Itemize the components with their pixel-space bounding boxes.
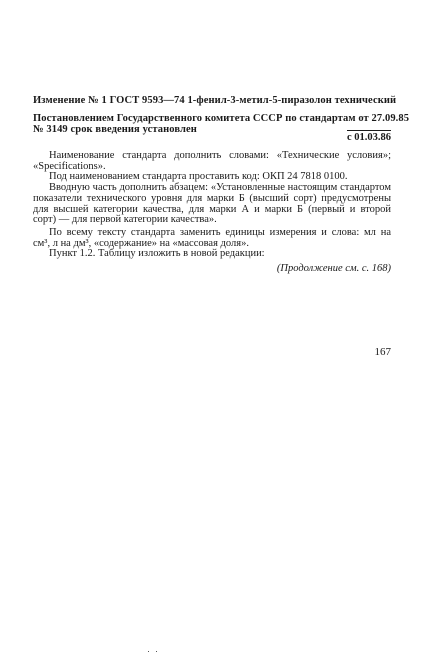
body-line: показатели технического уровня для марки Б (высший сорт) предусмотрены (33, 193, 391, 204)
body-line: сорт) — для первой категории качества». (33, 214, 217, 225)
body-line: «Specifications». (33, 161, 106, 172)
scan-speck (148, 651, 149, 652)
body-line: Пункт 1.2. Таблицу изложить в новой редакции: (49, 248, 265, 259)
body-line: Вводную часть дополнить абзацем: «Установленные настоящим стандартом (49, 182, 391, 193)
body-line: для высшей категории качества, для марки А и марки Б (первый и второй (33, 204, 391, 215)
body-line: По всему тексту стандарта заменить единицы измерения и слова: мл на (49, 227, 391, 238)
page-number: 167 (374, 346, 391, 358)
body-line: см³, л на дм³, «содержание» на «массовая доля». (33, 238, 249, 249)
effective-date: с 01.03.86 (346, 132, 391, 143)
approval-line-1: Постановлением Государственного комитета СССР по стандартам от 27.09.85 (33, 113, 410, 124)
amendment-title: Изменение № 1 ГОСТ 9593—74 1-фенил-3-метил-5-пиразолон технический (33, 95, 397, 106)
body-line: Наименование стандарта дополнить словами: «Технические условия»; (49, 150, 391, 161)
body-line: Под наименованием стандарта проставить код: ОКП 24 7818 0100. (49, 171, 348, 182)
approval-line-2: № 3149 срок введения установлен (33, 124, 197, 135)
scan-speck (156, 651, 157, 652)
continuation-note: (Продолжение см. с. 168) (276, 263, 391, 274)
